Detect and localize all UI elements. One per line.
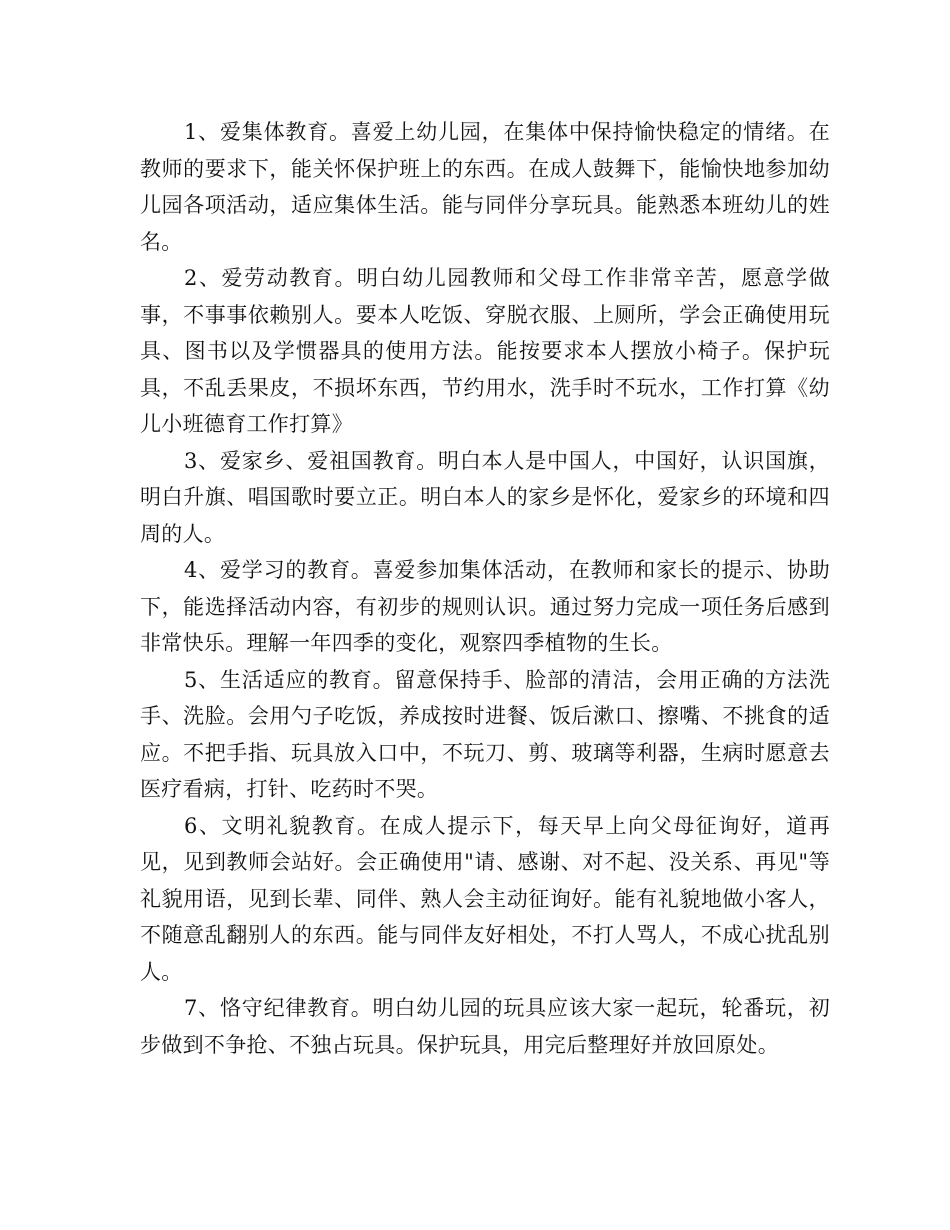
paragraph-5: 5、生活适应的教育。留意保持手、脸部的清洁，会用正确的方法洗手、洗脸。会用勺子吃饭，养成按时进餐、饭后漱口、擦嘴、不挑食的适应。不把手指、玩具放入口中，不玩刀、剪、玻璃等利器，生病时愿意去医疗看病，打针、吃药时不哭。 — [140, 667, 830, 801]
paragraph-1: 1、爱集体教育。喜爱上幼儿园，在集体中保持愉快稳定的情绪。在教师的要求下，能关怀保护班上的东西。在成人鼓舞下，能愉快地参加幼儿园各项活动，适应集体生活。能与同伴分享玩具。能熟悉本班幼儿的姓名。 — [140, 120, 830, 254]
paragraph-4: 4、爱学习的教育。喜爱参加集体活动，在教师和家长的提示、协助下，能选择活动内容，有初步的规则认识。通过努力完成一项任务后感到非常快乐。理解一年四季的变化，观察四季植物的生长。 — [140, 558, 830, 655]
paragraph-6: 6、文明礼貌教育。在成人提示下，每天早上向父母征询好，道再见，见到教师会站好。会正确使用"请、感谢、对不起、没关系、再见"等礼貌用语，见到长辈、同伴、熟人会主动征询好。能有礼貌地做小客人，不随意乱翻别人的东西。能与同伴友好相处，不打人骂人，不成心扰乱别人。 — [140, 813, 830, 984]
paragraph-3: 3、爱家乡、爱祖国教育。明白本人是中国人，中国好，认识国旗，明白升旗、唱国歌时要立正。明白本人的家乡是怀化，爱家乡的环境和四周的人。 — [140, 448, 830, 546]
document-body — [140, 114, 830, 1063]
paragraph-7: 7、恪守纪律教育。明白幼儿园的玩具应该大家一起玩，轮番玩，初步做到不争抢、不独占玩具。保护玩具，用完后整理好并放回原处。 — [140, 996, 830, 1057]
paragraph-2: 2、爱劳动教育。明白幼儿园教师和父母工作非常辛苦，愿意学做事，不事事依赖别人。要本人吃饭、穿脱衣服、上厕所，学会正确使用玩具、图书以及学惯器具的使用方法。能按要求本人摆放小椅子。保护玩具，不乱丢果皮，不损坏东西，节约用水，洗手时不玩水，工作打算《幼儿小班德育工作打算》 — [140, 266, 830, 436]
